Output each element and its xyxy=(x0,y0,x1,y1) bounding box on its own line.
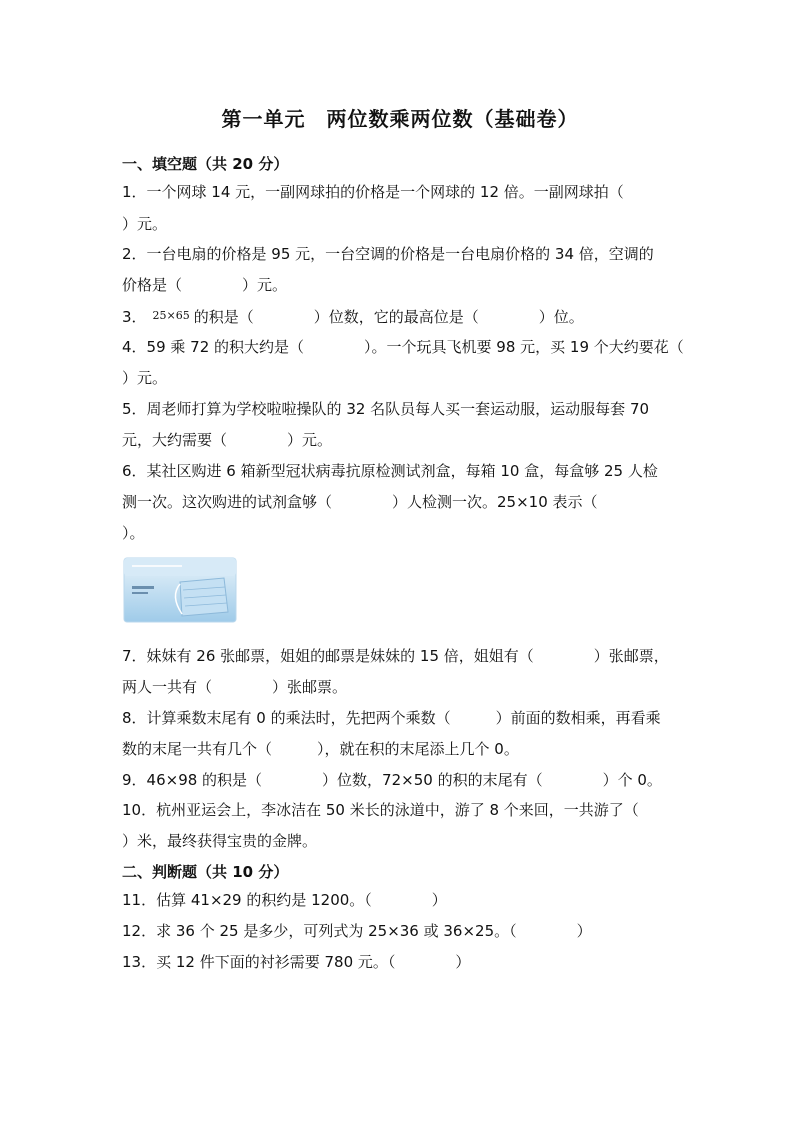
question-4-line-2: ）元。 xyxy=(122,369,168,387)
question-9-line: 9．46×98 的积是（ ）位数，72×50 的积的末尾有（ ）个 0。 xyxy=(122,771,662,789)
question-2-line-1: 2．一台电扇的价格是 95 元，一台空调的价格是一台电扇价格的 34 倍，空调的 xyxy=(122,245,654,263)
question-3-number: 3． xyxy=(122,308,147,326)
question-7-line-1: 7．妹妹有 26 张邮票，姐姐的邮票是妹妹的 15 倍，姐姐有（ ）张邮票， xyxy=(122,647,669,665)
question-11-line: 11．估算 41×29 的积约是 1200。（ ） xyxy=(122,891,447,909)
question-3-line xyxy=(122,306,584,327)
question-3-text: 的积是（ ）位数，它的最高位是（ ）位。 xyxy=(193,308,584,326)
page-title: 第一单元 两位数乘两位数（基础卷） xyxy=(221,107,579,131)
question-6-line-1: 6．某社区购进 6 箱新型冠状病毒抗原检测试剂盒，每箱 10 盒，每盒够 25 人检 xyxy=(122,462,658,480)
question-10-line-1: 10．杭州亚运会上，李冰洁在 50 米长的泳道中，游了 8 个来回，一共游了（ xyxy=(122,801,639,819)
question-5-line-2: 元，大约需要（ ）元。 xyxy=(122,431,333,449)
question-6-line-2: 测一次。这次购进的试剂盒够（ ）人检测一次。25×10 表示（ xyxy=(122,493,598,511)
question-13-line: 13．买 12 件下面的衬衫需要 780 元。（ ） xyxy=(122,953,471,971)
question-5-line-1: 5．周老师打算为学校啦啦操队的 32 名队员每人买一套运动服，运动服每套 70 xyxy=(122,400,650,418)
question-10-line-2: ）米，最终获得宝贵的金牌。 xyxy=(122,832,318,850)
question-8-line-2: 数的末尾一共有几个（ ），就在积的末尾添上几个 0。 xyxy=(122,740,519,758)
question-2-line-2: 价格是（ ）元。 xyxy=(122,276,288,294)
section-heading-fill: 一、填空题（共 20 分） xyxy=(122,155,289,173)
question-7-line-2: 两人一共有（ ）张邮票。 xyxy=(122,678,348,696)
question-1-line-1: 1．一个网球 14 元，一副网球拍的价格是一个网球的 12 倍。一副网球拍（ xyxy=(122,183,624,201)
question-6-line-3: ）。 xyxy=(122,524,145,542)
question-12-line: 12．求 36 个 25 是多少，可列式为 25×36 或 36×25。（ ） xyxy=(122,922,592,940)
section-heading-judge: 二、判断题（共 10 分） xyxy=(122,863,289,881)
question-4-line-1: 4．59 乘 72 的积大约是（ ）。一个玩具飞机要 98 元，买 19 个大约要花（ xyxy=(122,338,684,356)
question-1-line-2: ）元。 xyxy=(122,215,168,233)
question-8-line-1: 8．计算乘数末尾有 0 的乘法时，先把两个乘数（ ）前面的数相乘，再看乘 xyxy=(122,709,661,727)
mask-box-image xyxy=(122,552,238,626)
question-3-expression: 25×65 xyxy=(152,309,190,322)
